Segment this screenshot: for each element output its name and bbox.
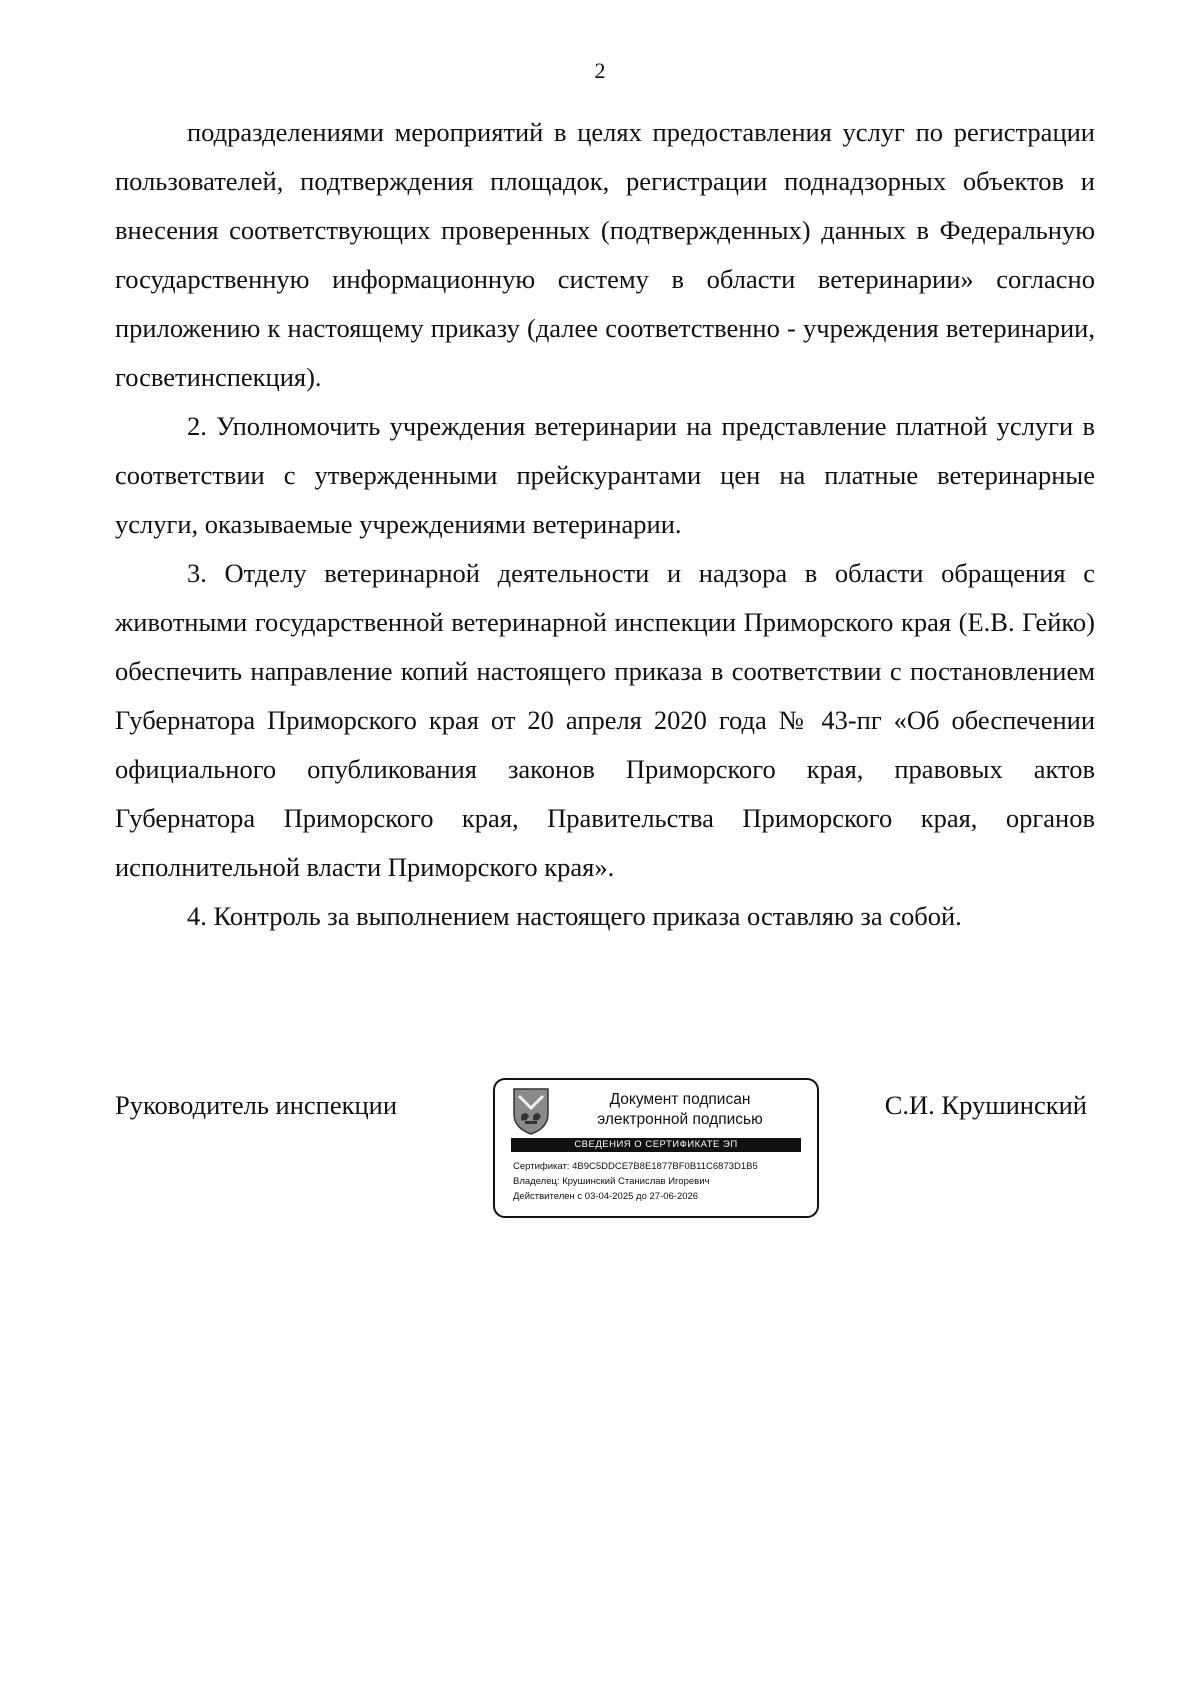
signer-name: С.И. Крушинский [884,1090,1087,1120]
certificate-validity: Действителен с 03-04-2025 до 27-06-2026 [513,1191,699,1202]
primorsky-coat-of-arms-icon [511,1086,551,1136]
paragraph-2: 2. Уполномочить учреждения ветеринарии на представление платной услуги в соответствии с утвержденными прейскурантами цен на платные ветеринарные услуги, оказываемые учреждениями ветеринарии. [115,411,1095,539]
stamp-heading [555,1090,805,1130]
paragraph-4: 4. Контроль за выполнением настоящего приказа оставляю за собой. [187,901,962,931]
stamp-heading-line2: электронной подписью [597,1111,763,1128]
stamp-heading-line1: Документ подписан [609,1091,751,1108]
signer-position: Руководитель инспекции [115,1090,398,1120]
paragraph-3: 3. Отделу ветеринарной деятельности и надзора в области обращения с животными государственной ветеринарной инспекции Приморского края (Е.В. Гейко) обеспечить направление копий настоящего приказа в соответствии с постановлением Губернатора Приморского края от 20 апреля 2020 года № 43-пг «Об обеспечении официального опубликования законов Приморского края, правовых актов Губернатора Приморского края, Правительства Приморского края, органов исполнительной власти Приморского края». [115,558,1095,882]
document-body [115,108,1095,941]
certificate-owner: Владелец: Крушинский Станислав Игоревич [513,1176,710,1187]
electronic-signature-stamp [493,1078,819,1218]
certificate-number: Сертификат: 4B9C5DDCE7B8E1877BF0B11C6873D1B5 [513,1161,758,1172]
paragraph-continuation: подразделениями мероприятий в целях предоставления услуг по регистрации пользователей, подтверждения площадок, регистрации поднадзорных объектов и внесения соответствующих проверенных (подтвержденных) данных в Федеральную государственную информационную систему в области ветеринарии» согласно приложению к настоящему приказу (далее соответственно - учреждения ветеринарии, госветинспекция). [115,117,1095,392]
certificate-header-bar: СВЕДЕНИЯ О СЕРТИФИКАТЕ ЭП [511,1138,801,1152]
certificate-details [513,1159,758,1204]
signature-block [115,1078,1095,1228]
page-number: 2 [594,58,606,83]
